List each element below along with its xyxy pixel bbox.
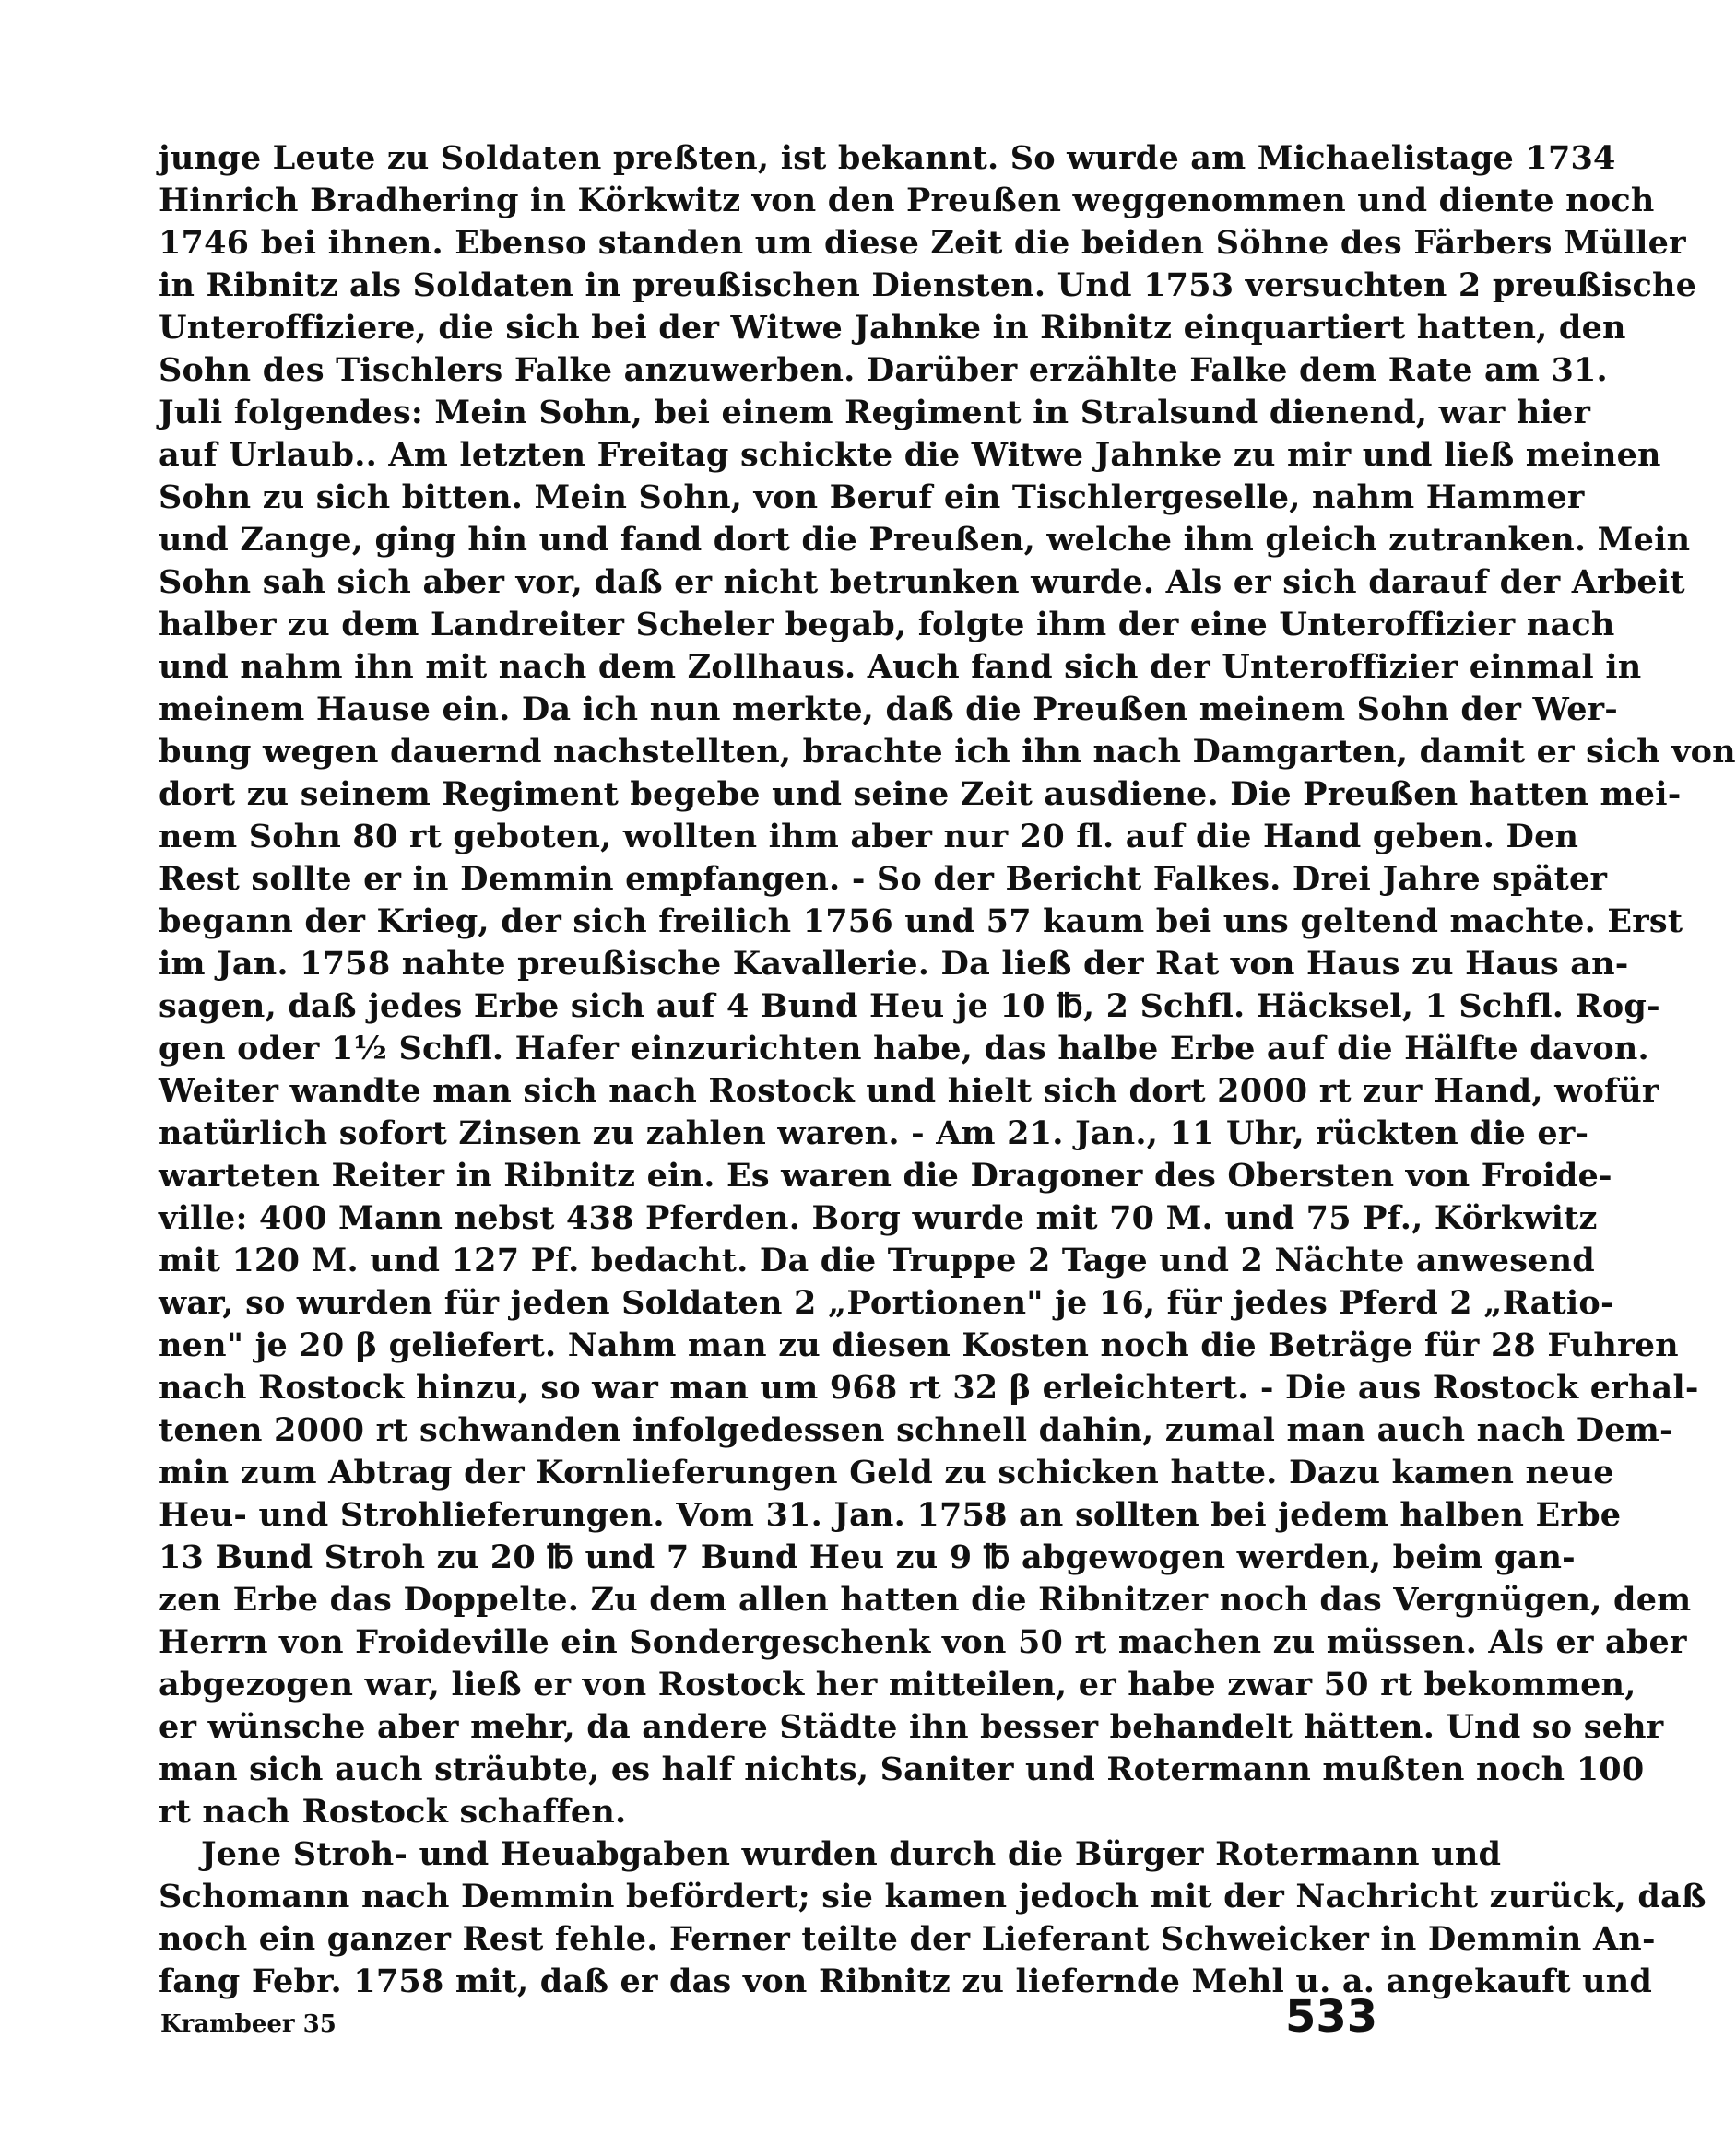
text-line: man sich auch sträubte, es half nichts, Saniter und Rotermann mußten noch 100 [159, 1750, 1645, 1788]
text-line: Heu- und Strohlieferungen. Vom 31. Jan. 1758 an sollten bei jedem halben Erbe [159, 1496, 1622, 1534]
text-line: und Zange, ging hin und fand dort die Preußen, welche ihm gleich zutranken. Mein [159, 521, 1691, 559]
text-line: er wünsche aber mehr, da andere Städte ihn besser behandelt hätten. Und so sehr [159, 1708, 1664, 1746]
text-line: min zum Abtrag der Kornlieferungen Geld zu schicken hatte. Dazu kamen neue [159, 1454, 1614, 1491]
text-line: noch ein ganzer Rest fehle. Ferner teilte der Lieferant Schweicker in Demmin An- [159, 1920, 1656, 1958]
text-line: Sohn des Tischlers Falke anzuwerben. Darüber erzählte Falke dem Rate am 31. [159, 351, 1608, 389]
text-line: rt nach Rostock schaffen. [159, 1793, 627, 1831]
text-line: war, so wurden für jeden Soldaten 2 „Portionen" je 16, für jedes Pferd 2 „Ratio- [159, 1284, 1614, 1322]
text-line: Sohn sah sich aber vor, daß er nicht betrunken wurde. Als er sich darauf der Arbeit [159, 563, 1685, 601]
text-line: sagen, daß jedes Erbe sich auf 4 Bund Heu je 10 ℔, 2 Schfl. Häcksel, 1 Schfl. Rog- [159, 987, 1660, 1025]
text-line: Juli folgendes: Mein Sohn, bei einem Regiment in Stralsund dienend, war hier [159, 394, 1591, 431]
text-line: Herrn von Froideville ein Sondergeschenk von 50 rt machen zu müssen. Als er aber [159, 1623, 1687, 1661]
text-line: Unteroffiziere, die sich bei der Witwe Jahnke in Ribnitz einquartiert hatten, den [159, 309, 1626, 347]
text-line: junge Leute zu Soldaten preßten, ist bekannt. So wurde am Michaelistage 1734 [159, 139, 1616, 177]
text-line: Sohn zu sich bitten. Mein Sohn, von Beruf ein Tischlergeselle, nahm Hammer [159, 478, 1585, 516]
text-line: 1746 bei ihnen. Ebenso standen um diese Zeit die beiden Söhne des Färbers Müller [159, 224, 1686, 262]
text-line: dort zu seinem Regiment begebe und seine Zeit ausdiene. Die Preußen hatten mei- [159, 775, 1682, 813]
text-line: Jene Stroh- und Heuabgaben wurden durch die Bürger Rotermann und [201, 1835, 1502, 1873]
text-line: in Ribnitz als Soldaten in preußischen Diensten. Und 1753 versuchten 2 preußische [159, 266, 1697, 304]
text-line: bung wegen dauernd nachstellten, brachte ich ihn nach Damgarten, damit er sich von [159, 733, 1736, 771]
text-line: Weiter wandte man sich nach Rostock und hielt sich dort 2000 rt zur Hand, wofür [159, 1072, 1659, 1110]
text-line: im Jan. 1758 nahte preußische Kavallerie. Da ließ der Rat von Haus zu Haus an- [159, 945, 1629, 983]
text-line: 13 Bund Stroh zu 20 ℔ und 7 Bund Heu zu 9 ℔ abgewogen werden, beim gan- [159, 1538, 1576, 1576]
text-line: nen" je 20 β geliefert. Nahm man zu diesen Kosten noch die Beträge für 28 Fuhren [159, 1326, 1679, 1364]
text-line: ville: 400 Mann nebst 438 Pferden. Borg wurde mit 70 M. und 75 Pf., Körkwitz [159, 1199, 1598, 1237]
text-line: Hinrich Bradhering in Körkwitz von den Preußen weggenommen und diente noch [159, 182, 1655, 219]
text-line: tenen 2000 rt schwanden infolgedessen schnell dahin, zumal man auch nach Dem- [159, 1411, 1673, 1449]
printer-signature: Krambeer 35 [160, 2010, 337, 2038]
text-line: zen Erbe das Doppelte. Zu dem allen hatten die Ribnitzer noch das Vergnügen, dem [159, 1581, 1692, 1619]
page-number: 533 [1285, 1991, 1378, 2043]
text-line: fang Febr. 1758 mit, daß er das von Ribnitz zu liefernde Mehl u. a. angekauft und [159, 1962, 1653, 2000]
text-line: natürlich sofort Zinsen zu zahlen waren. - Am 21. Jan., 11 Uhr, rückten die er- [159, 1114, 1589, 1152]
text-line: mit 120 M. und 127 Pf. bedacht. Da die Truppe 2 Tage und 2 Nächte anwesend [159, 1242, 1595, 1279]
text-line: abgezogen war, ließ er von Rostock her mitteilen, er habe zwar 50 rt bekommen, [159, 1666, 1636, 1703]
text-line: gen oder 1½ Schfl. Hafer einzurichten habe, das halbe Erbe auf die Hälfte davon. [159, 1030, 1649, 1067]
text-line: Schomann nach Demmin befördert; sie kamen jedoch mit der Nachricht zurück, daß [159, 1878, 1706, 1915]
text-line: nem Sohn 80 rt geboten, wollten ihm aber nur 20 fl. auf die Hand geben. Den [159, 818, 1579, 855]
text-line: halber zu dem Landreiter Scheler begab, folgte ihm der eine Unteroffizier nach [159, 606, 1615, 643]
text-line: und nahm ihn mit nach dem Zollhaus. Auch fand sich der Unteroffizier einmal in [159, 648, 1642, 686]
text-line: auf Urlaub.. Am letzten Freitag schickte die Witwe Jahnke zu mir und ließ meinen [159, 436, 1661, 474]
text-line: begann der Krieg, der sich freilich 1756 und 57 kaum bei uns geltend machte. Erst [159, 902, 1683, 940]
text-line: meinem Hause ein. Da ich nun merkte, daß die Preußen meinem Sohn der Wer- [159, 690, 1619, 728]
text-line: nach Rostock hinzu, so war man um 968 rt 32 β erleichtert. - Die aus Rostock erhal- [159, 1369, 1699, 1407]
text-line: warteten Reiter in Ribnitz ein. Es waren die Dragoner des Obersten von Froide- [159, 1157, 1612, 1195]
text-line: Rest sollte er in Demmin empfangen. - So der Bericht Falkes. Drei Jahre später [159, 860, 1608, 898]
